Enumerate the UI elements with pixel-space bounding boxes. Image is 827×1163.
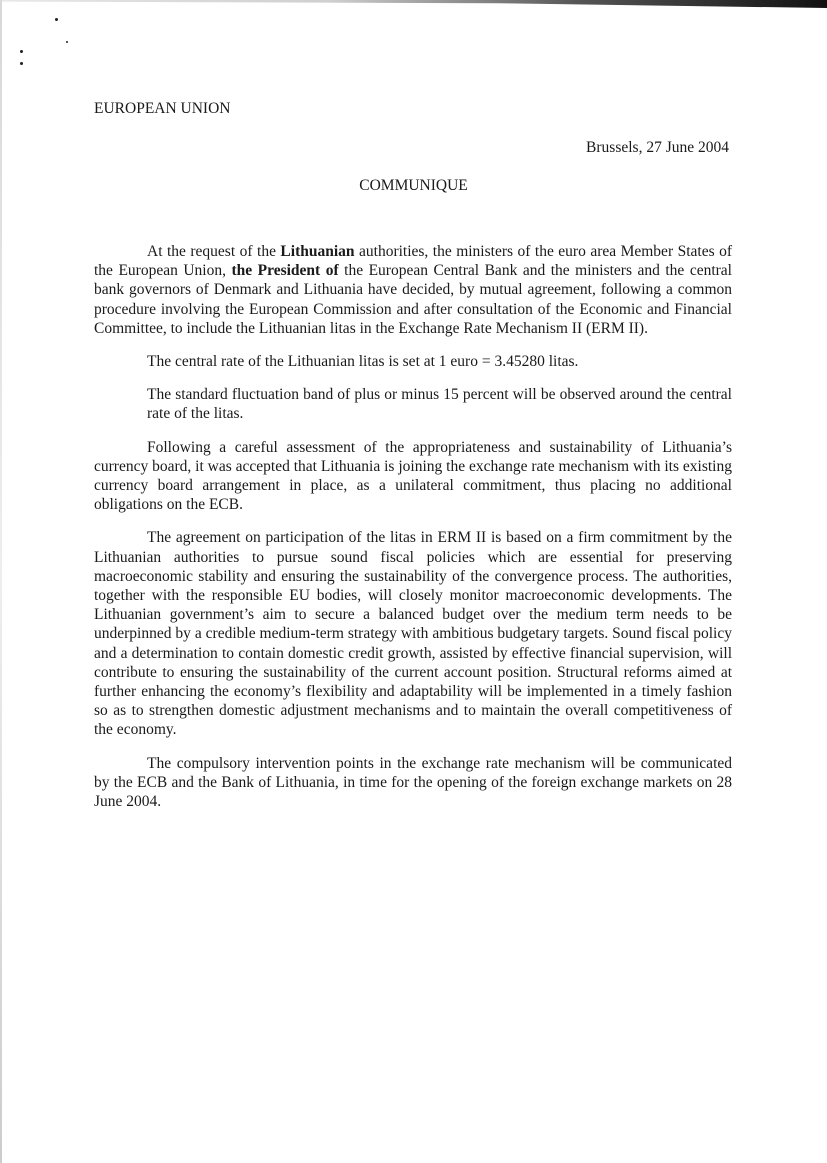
- place-date: Brussels, 27 June 2004: [586, 139, 729, 156]
- organization-name: EUROPEAN UNION: [94, 100, 231, 117]
- document-title: COMMUNIQUE: [359, 177, 468, 194]
- scan-edge-left: [0, 0, 2, 1163]
- paragraph-currency-board: Following a careful assessment of the appropriateness and sustainability of Lithuania’s currency board, it was accepted that Lithuania is joining the exchange rate mechanism with its existing currency board arrangement in place, as a unilateral commitment, thus placing no additional obligations on the ECB.: [94, 438, 732, 514]
- communique-body: [94, 242, 732, 825]
- paragraph-fluctuation-band: The standard fluctuation band of plus or minus 15 percent will be observed around the central rate of the litas.: [147, 386, 732, 423]
- scan-speck: [66, 41, 68, 43]
- scan-speck: [20, 50, 23, 53]
- scan-speck: [20, 62, 23, 65]
- paragraph-request: At the request of the Lithuanian authorities, the ministers of the euro area Member States of the European Union, the President of the European Central Bank and the ministers and the central bank governors of Denmark and Lithuania have decided, by mutual agreement, following a common procedure involving the European Commission and after consultation of the Economic and Financial Committee, to include the Lithuanian litas in the Exchange Rate Mechanism II (ERM II).: [94, 243, 732, 337]
- scan-speck: [55, 18, 58, 21]
- paragraph-intervention-points: The compulsory intervention points in the exchange rate mechanism will be communicated by the ECB and the Bank of Lithuania, in time for the opening of the foreign exchange markets on 28 June 2004.: [94, 754, 732, 811]
- paragraph-central-rate: The central rate of the Lithuanian litas is set at 1 euro = 3.45280 litas.: [147, 353, 579, 371]
- paragraph-agreement: The agreement on participation of the litas in ERM II is based on a firm commitment by the Lithuanian authorities to pursue sound fiscal policies which are essential for preserving macroeconomic stability and ensuring the sustainability of the convergence process. The authorities, together with the responsible EU bodies, will closely monitor macroeconomic developments. The Lithuanian government’s aim to secure a balanced budget over the medium term needs to be underpinned by a credible medium-term strategy with ambitious budgetary targets. Sound fiscal policy and a determination to contain domestic credit growth, assisted by effective financial supervision, will contribute to ensuring the sustainability of the current account position. Structural reforms aimed at further enhancing the economy’s flexibility and adaptability will be implemented in a timely fashion so as to strengthen domestic adjustment mechanisms and to maintain the overall competitiveness of the economy.: [94, 529, 732, 739]
- scan-edge-top: [0, 0, 827, 8]
